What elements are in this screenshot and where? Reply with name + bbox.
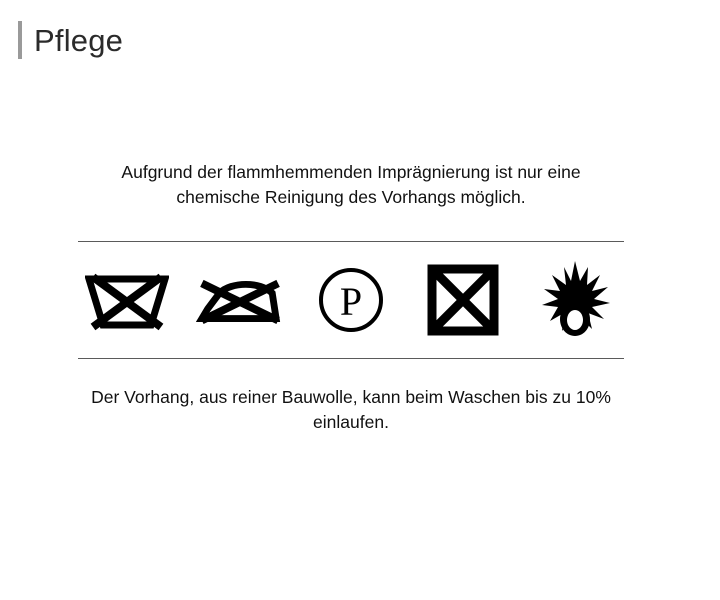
title-text: Pflege (34, 22, 124, 58)
flame-retardant-icon (532, 257, 618, 343)
professional-dry-clean-p-icon (308, 257, 394, 343)
top-paragraph: Aufgrund der flammhemmenden Imprägnierung ist nur eine chemische Reinigung des Vorhangs möglich. (121, 162, 581, 208)
svg-text:P: P (339, 278, 363, 324)
do-not-wash-icon (84, 257, 170, 343)
do-not-tumble-dry-icon (420, 257, 506, 343)
content-block (78, 160, 624, 436)
divider-bottom (78, 358, 624, 359)
do-not-iron-icon (196, 257, 282, 343)
page-title (18, 18, 123, 62)
bottom-paragraph: Der Vorhang, aus reiner Bauwolle, kann beim Waschen bis zu 10% einlaufen. (91, 386, 611, 433)
care-symbol-row (78, 242, 624, 358)
title-accent-bar (18, 21, 22, 59)
